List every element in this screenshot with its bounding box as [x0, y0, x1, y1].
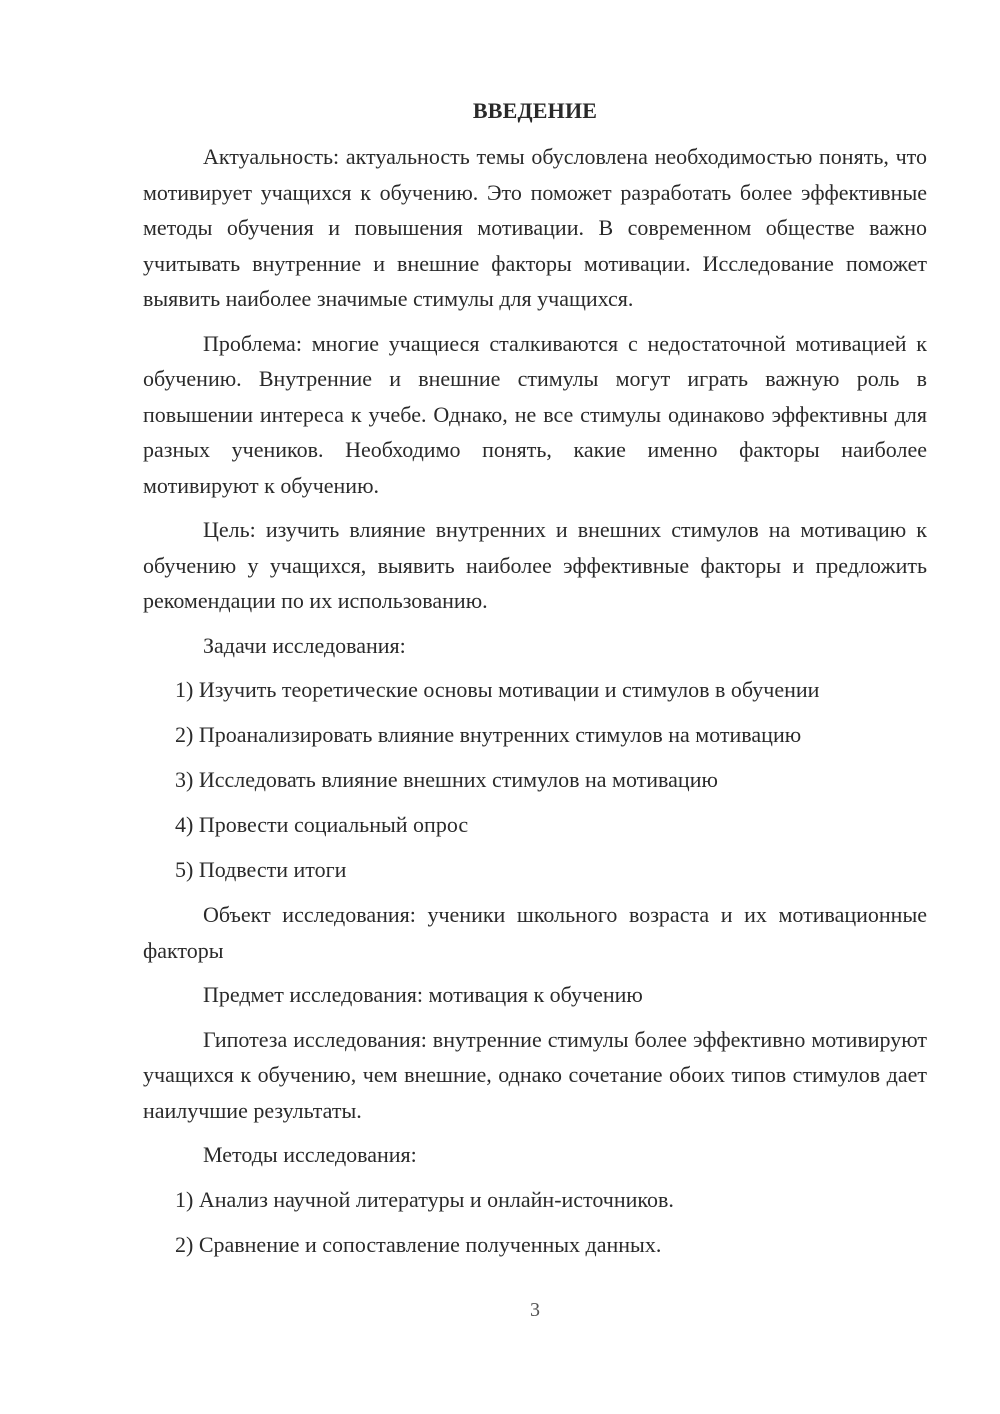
problem-paragraph: Проблема: многие учащиеся сталкиваются с недостаточной мотивацией к обучению. Внутренние и внешние стимулы могут играть важную роль в повышении интереса к учебе. Однако, не все стимулы одинаково эффективны для разных учеников. Необходимо понять, какие именно факторы наиболее мотивируют к обучению. — [143, 330, 927, 498]
tasks-label: Задачи исследования: — [203, 632, 406, 658]
list-item: 5) Подвести итоги — [175, 857, 347, 882]
list-item: 2) Сравнение и сопоставление полученных данных. — [175, 1231, 662, 1257]
methods-label: Методы исследования: — [203, 1142, 417, 1167]
list-item: 4) Провести социальный опрос — [175, 812, 469, 837]
tasks-list — [143, 672, 927, 888]
list-item: 3) Исследовать влияние внешних стимулов на мотивацию — [175, 767, 718, 792]
relevance-paragraph: Актуальность: актуальность темы обусловлена необходимостью понять, что мотивирует учащихся к обучению. Это поможет разработать более эффективные методы обучения и повышения мотивации. В современном обществе важно учитывать внутренние и внешние факторы мотивации. Исследование поможет выявить наиболее значимые стимулы для учащихся. — [143, 144, 927, 311]
methods-list — [143, 1182, 927, 1263]
document-page — [143, 96, 927, 1272]
page-title: ВВЕДЕНИЕ — [472, 98, 598, 123]
object-paragraph: Объект исследования: ученики школьного возраста и их мотивационные факторы — [143, 902, 927, 963]
list-item: 1) Анализ научной литературы и онлайн-источников. — [175, 1186, 674, 1212]
goal-paragraph: Цель: изучить влияние внутренних и внешних стимулов на мотивацию к обучению у учащихся, выявить наиболее эффективные факторы и предложить рекомендации по их использованию. — [143, 517, 927, 613]
subject-paragraph: Предмет исследования: мотивация к обучению — [203, 982, 643, 1007]
page-number: 3 — [530, 1299, 540, 1321]
list-item: 1) Изучить теоретические основы мотивации и стимулов в обучении — [175, 677, 820, 702]
hypothesis-paragraph: Гипотеза исследования: внутренние стимулы более эффективно мотивируют учащихся к обучению, чем внешние, однако сочетание обоих типов стимулов дает наилучшие результаты. — [143, 1026, 927, 1123]
list-item: 2) Проанализировать влияние внутренних стимулов на мотивацию — [175, 722, 802, 747]
